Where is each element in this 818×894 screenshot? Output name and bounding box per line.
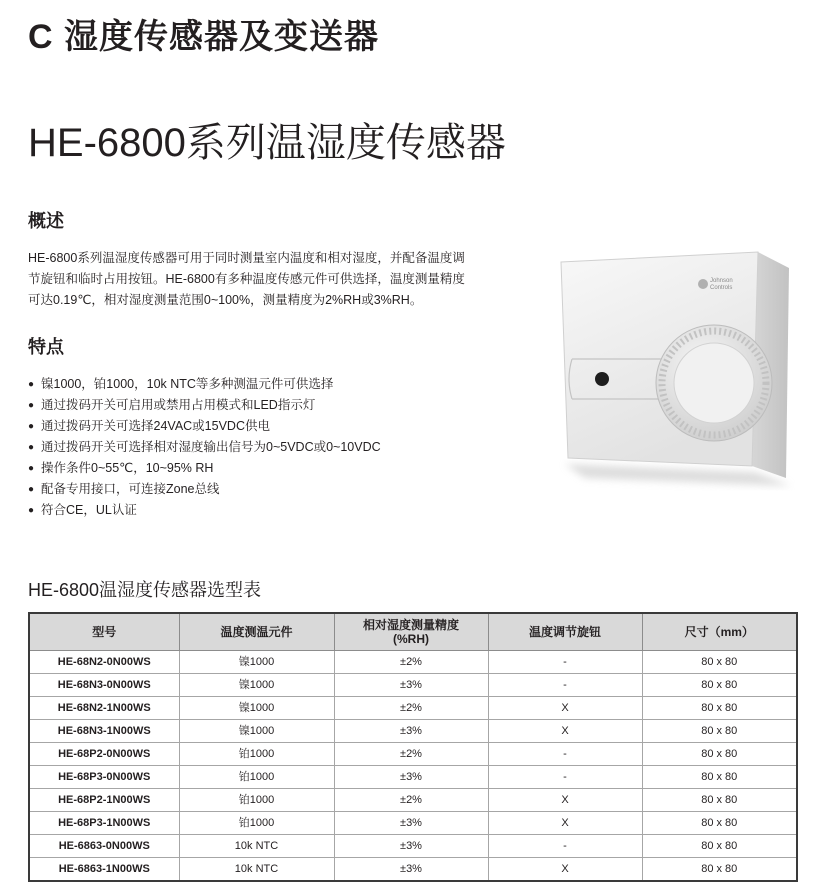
feature-item [28, 416, 381, 437]
table-row [29, 651, 797, 674]
column-header-line: 温度调节旋钮 [528, 625, 601, 639]
model-cell: HE-68N2-1N00WS [29, 697, 179, 720]
table-cell: ±2% [334, 789, 488, 812]
feature-text: 操作条件0~55℃，10~95% RH [41, 461, 214, 475]
table-cell: 80 x 80 [642, 835, 797, 858]
table-cell: 80 x 80 [642, 720, 797, 743]
table-cell: 80 x 80 [642, 812, 797, 835]
table-cell: 铂1000 [179, 743, 334, 766]
logo-icon [698, 279, 708, 289]
feature-text: 配备专用接口，可连接Zone总线 [41, 482, 220, 496]
model-cell: HE-68P3-1N00WS [29, 812, 179, 835]
table-cell: 80 x 80 [642, 697, 797, 720]
overview-line: 节旋钮和临时占用按钮。HE-6800有多种温度传感元件可供选择，温度测量精度 [28, 272, 465, 286]
table-cell: 铂1000 [179, 812, 334, 835]
table-row [29, 858, 797, 882]
table-cell: - [488, 743, 642, 766]
table-cell: ±2% [334, 743, 488, 766]
feature-text: 通过拨码开关可选择24VAC或15VDC供电 [41, 419, 270, 433]
feature-item [28, 458, 381, 479]
table-cell: 10k NTC [179, 858, 334, 882]
table-cell: 镍1000 [179, 720, 334, 743]
feature-text: 通过拨码开关可选择相对湿度输出信号为0~5VDC或0~10VDC [41, 440, 381, 454]
feature-item [28, 374, 381, 395]
bullet-icon: ● [28, 379, 35, 390]
table-cell: 80 x 80 [642, 743, 797, 766]
table-cell: ±2% [334, 651, 488, 674]
column-header-line: 相对湿度测量精度 [362, 618, 459, 632]
overview-heading: 概述 [28, 211, 64, 231]
table-cell: ±3% [334, 766, 488, 789]
table-cell: - [488, 651, 642, 674]
bullet-icon: ● [28, 421, 35, 432]
model-cell: HE-6863-1N00WS [29, 858, 179, 882]
model-cell: HE-68N2-0N00WS [29, 651, 179, 674]
column-header [334, 613, 488, 651]
table-cell: ±3% [334, 720, 488, 743]
table-cell: 80 x 80 [642, 651, 797, 674]
table-cell: - [488, 766, 642, 789]
table-cell: ±3% [334, 812, 488, 835]
dial-inner [674, 343, 754, 423]
table-cell: 80 x 80 [642, 766, 797, 789]
feature-item [28, 437, 381, 458]
bullet-icon: ● [28, 463, 35, 474]
table-cell: X [488, 697, 642, 720]
bullet-icon: ● [28, 484, 35, 495]
column-header-line: 尺寸（mm） [684, 625, 754, 639]
table-row [29, 743, 797, 766]
bullet-icon: ● [28, 442, 35, 453]
column-header [29, 613, 179, 651]
table-row [29, 697, 797, 720]
feature-item [28, 395, 381, 416]
table-cell: X [488, 858, 642, 882]
table-cell: 80 x 80 [642, 789, 797, 812]
table-row [29, 766, 797, 789]
feature-text: 镍1000，铂1000，10k NTC等多种测温元件可供选择 [41, 377, 334, 391]
bullet-icon: ● [28, 505, 35, 516]
table-cell: 镍1000 [179, 697, 334, 720]
model-cell: HE-68N3-1N00WS [29, 720, 179, 743]
table-cell: - [488, 835, 642, 858]
table-cell: ±3% [334, 858, 488, 882]
table-cell: X [488, 812, 642, 835]
table-cell: 铂1000 [179, 789, 334, 812]
logo-text: Johnson Controls [710, 278, 733, 291]
column-header [179, 613, 334, 651]
model-cell: HE-68P2-1N00WS [29, 789, 179, 812]
table-cell: X [488, 720, 642, 743]
overview-line: HE-6800系列温湿度传感器可用于同时测量室内温度和相对湿度，并配备温度调 [28, 251, 465, 265]
product-photo [545, 228, 795, 503]
feature-item [28, 500, 381, 521]
table-cell: 10k NTC [179, 835, 334, 858]
model-cell: HE-68P2-0N00WS [29, 743, 179, 766]
column-header-line: 温度测温元件 [220, 625, 293, 639]
table-cell: 镍1000 [179, 674, 334, 697]
column-header-line: (%RH) [393, 632, 429, 646]
model-cell: HE-68N3-0N00WS [29, 674, 179, 697]
table-row [29, 789, 797, 812]
overview-paragraph [28, 248, 465, 311]
section-title: C 湿度传感器及变送器 [28, 18, 379, 56]
table-cell: ±3% [334, 674, 488, 697]
column-header-line: 型号 [92, 625, 117, 639]
table-cell: ±2% [334, 697, 488, 720]
feature-text: 通过拨码开关可启用或禁用占用模式和LED指示灯 [41, 398, 316, 412]
product-title: HE-6800系列温湿度传感器 [28, 121, 506, 165]
overview-line: 可达0.19℃，相对湿度测量范围0~100%，测量精度为2%RH或3%RH。 [28, 293, 423, 307]
model-cell: HE-6863-0N00WS [29, 835, 179, 858]
feature-item [28, 479, 381, 500]
table-row [29, 835, 797, 858]
occupancy-button [595, 372, 609, 386]
selection-table [28, 612, 798, 882]
feature-text: 符合CE，UL认证 [41, 503, 137, 517]
column-header [642, 613, 797, 651]
table-header-row [29, 613, 797, 651]
table-cell: 镍1000 [179, 651, 334, 674]
features-list [28, 374, 381, 521]
table-cell: 80 x 80 [642, 858, 797, 882]
table-cell: 铂1000 [179, 766, 334, 789]
table-row [29, 812, 797, 835]
table-cell: 80 x 80 [642, 674, 797, 697]
table-cell: X [488, 789, 642, 812]
table-title: HE-6800温湿度传感器选型表 [28, 580, 262, 600]
column-header [488, 613, 642, 651]
bullet-icon: ● [28, 400, 35, 411]
features-heading: 特点 [28, 337, 64, 357]
model-cell: HE-68P3-0N00WS [29, 766, 179, 789]
table-cell: - [488, 674, 642, 697]
table-row [29, 674, 797, 697]
table-cell: ±3% [334, 835, 488, 858]
table-row [29, 720, 797, 743]
